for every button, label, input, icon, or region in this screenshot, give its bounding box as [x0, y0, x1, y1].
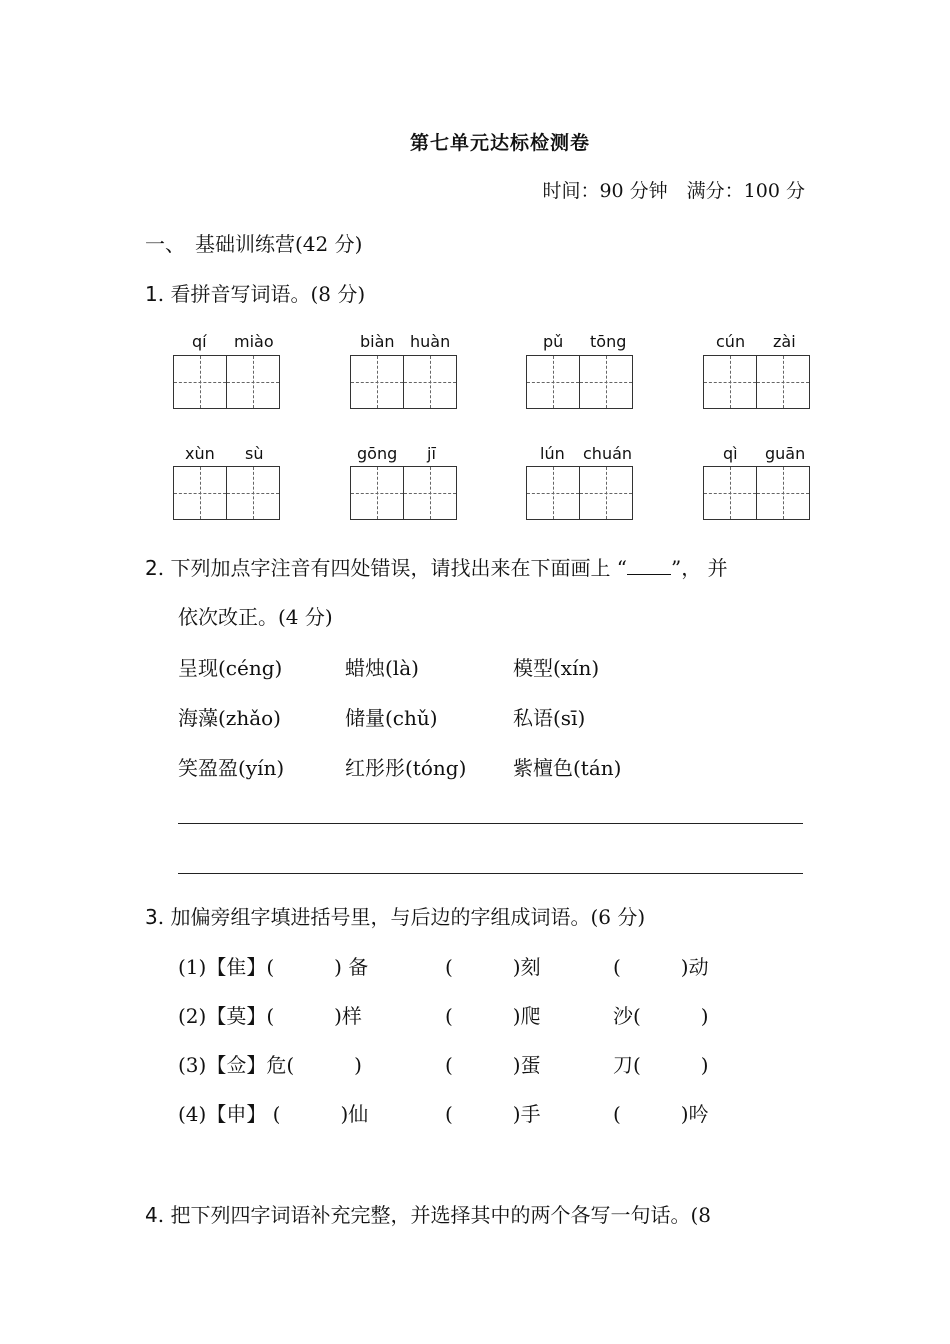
pinyin-label: gōng [357, 444, 398, 463]
word-item: 储量(chǔ) [345, 706, 438, 730]
radical-item: ( )吟 [613, 1102, 709, 1126]
pinyin-label: jī [427, 444, 436, 463]
grid-cell[interactable] [526, 355, 580, 409]
radical-item: ( )刻 [445, 955, 541, 979]
grid-cell[interactable] [703, 466, 757, 520]
radical-item: (3)【佥】危( ) [178, 1053, 362, 1077]
writing-grid[interactable] [703, 355, 810, 409]
grid-cell[interactable] [226, 355, 280, 409]
time-score-info: 时间：90 分钟 满分：100 分 [542, 180, 805, 202]
pinyin-label: biàn [360, 332, 395, 351]
radical-item: ( )手 [445, 1102, 541, 1126]
grid-cell[interactable] [756, 466, 810, 520]
underline-sample [627, 556, 671, 575]
grid-cell[interactable] [526, 466, 580, 520]
question-4-number: 4 [145, 1203, 158, 1227]
writing-grid[interactable] [350, 466, 457, 520]
question-1-number: 1 [145, 282, 158, 306]
pinyin-label: qí [192, 332, 207, 351]
writing-grid[interactable] [703, 466, 810, 520]
grid-cell[interactable] [703, 355, 757, 409]
pinyin-label: pǔ [543, 332, 564, 351]
question-3 [145, 901, 645, 930]
pinyin-label: qì [723, 444, 738, 463]
word-item: 蜡烛(là) [345, 656, 419, 680]
writing-grid[interactable] [173, 466, 280, 520]
radical-item: ( )爬 [445, 1004, 541, 1028]
question-4-text: . 把下列四字词语补充完整，并选择其中的两个各写一句话。(8 [157, 1203, 711, 1227]
writing-grid[interactable] [526, 355, 633, 409]
grid-cell[interactable] [403, 466, 457, 520]
pinyin-label: xùn [185, 444, 215, 463]
radical-item: (1)【隹】( ) 备 [178, 955, 369, 979]
radical-item: (2)【莫】( )样 [178, 1004, 362, 1028]
grid-cell[interactable] [579, 355, 633, 409]
grid-cell[interactable] [226, 466, 280, 520]
word-item: 紫檀色(tán) [513, 756, 622, 780]
question-2-number: 2 [145, 556, 158, 580]
answer-line[interactable] [178, 873, 803, 874]
writing-grid[interactable] [526, 466, 633, 520]
question-3-number: 3 [145, 905, 158, 929]
word-item: 海藻(zhǎo) [178, 706, 281, 730]
grid-cell[interactable] [403, 355, 457, 409]
word-item: 红彤彤(tóng) [345, 756, 467, 780]
word-item: 呈现(céng) [178, 656, 283, 680]
word-item: 笑盈盈(yín) [178, 756, 285, 780]
pinyin-label: sù [245, 444, 264, 463]
radical-item: ( )蛋 [445, 1053, 541, 1077]
radical-item: ( )动 [613, 955, 709, 979]
writing-grid[interactable] [350, 355, 457, 409]
grid-cell[interactable] [579, 466, 633, 520]
word-item: 私语(sī) [513, 706, 586, 730]
question-4 [145, 1199, 711, 1228]
pinyin-label: miào [234, 332, 274, 351]
pinyin-label: chuán [583, 444, 633, 463]
question-2 [145, 552, 728, 581]
question-2-text-b: ”， 并 [671, 556, 728, 580]
grid-cell[interactable] [173, 355, 227, 409]
grid-cell[interactable] [350, 355, 404, 409]
grid-cell[interactable] [350, 466, 404, 520]
section-heading-1: 一、 基础训练营(42 分) [145, 232, 363, 256]
radical-item: 刀( ) [613, 1053, 709, 1077]
grid-cell[interactable] [173, 466, 227, 520]
answer-line[interactable] [178, 823, 803, 824]
question-2-text-c: 依次改正。(4 分) [178, 605, 333, 629]
word-item: 模型(xín) [513, 656, 600, 680]
radical-item: (4)【申】 ( )仙 [178, 1102, 369, 1126]
question-3-text: . 加偏旁组字填进括号里，与后边的字组成词语。(6 分) [157, 905, 646, 929]
page-title: 第七单元达标检测卷 [409, 132, 590, 154]
pinyin-label: cún [716, 332, 746, 351]
writing-grid[interactable] [173, 355, 280, 409]
pinyin-label: huàn [410, 332, 451, 351]
radical-item: 沙( ) [613, 1004, 709, 1028]
question-2-text-a: . 下列加点字注音有四处错误，请找出来在下面画上 “ [157, 556, 628, 580]
grid-cell[interactable] [756, 355, 810, 409]
question-1 [145, 278, 365, 307]
pinyin-label: guān [765, 444, 806, 463]
question-1-text: . 看拼音写词语。(8 分) [157, 282, 366, 306]
pinyin-label: tōng [590, 332, 627, 351]
pinyin-label: lún [540, 444, 565, 463]
pinyin-label: zài [773, 332, 796, 351]
